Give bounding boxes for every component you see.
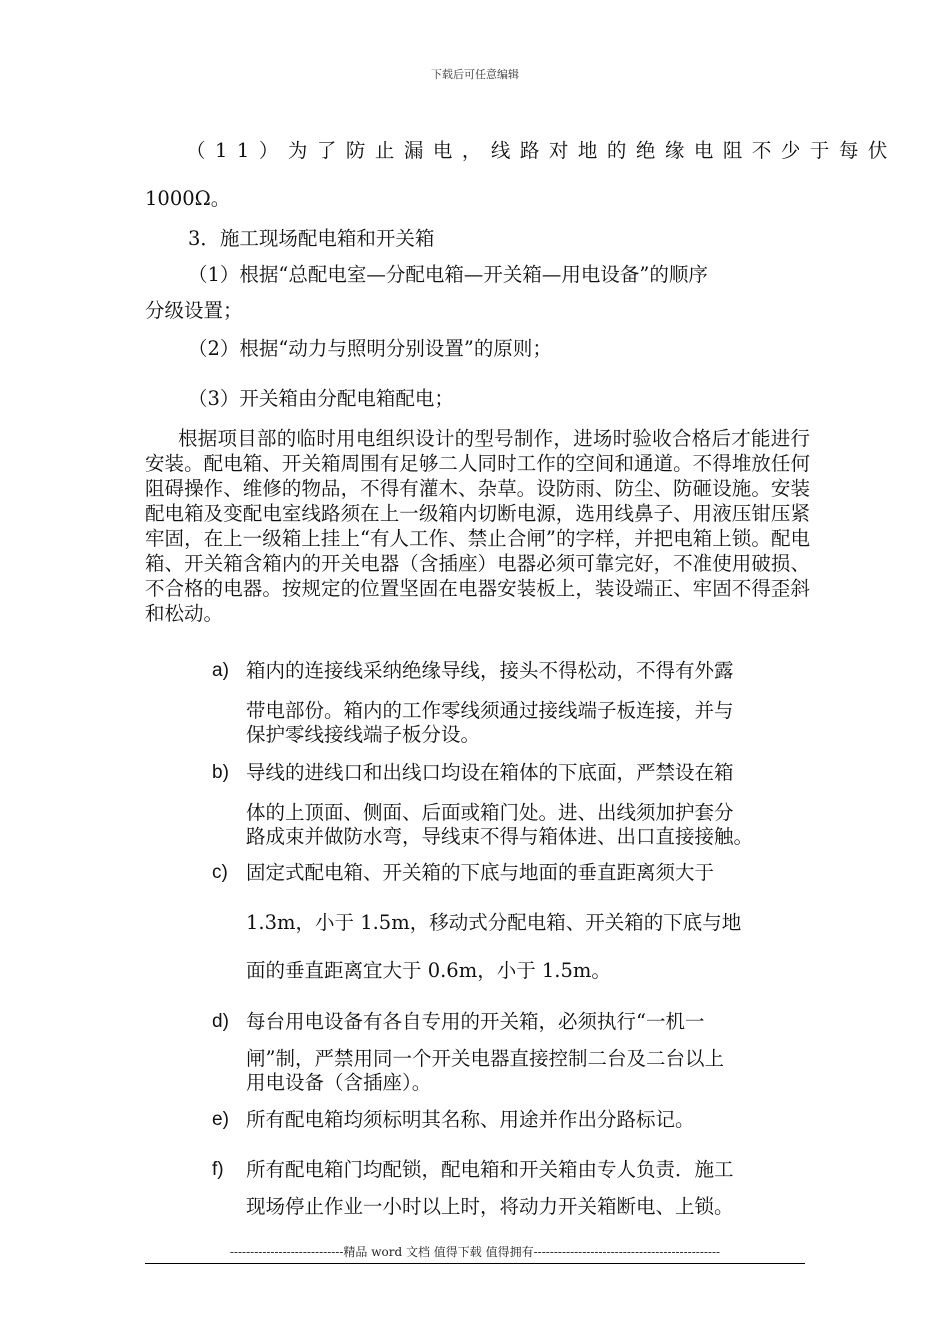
item-11-line-2: 1000Ω。 <box>145 187 231 210</box>
list-item-label: d) <box>212 1011 229 1032</box>
section-3-title: 3．施工现场配电箱和开关箱 <box>188 227 435 250</box>
list-item-line: 1.3m，小于 1.5m，移动式分配电箱、开关箱的下底与地 <box>246 911 742 934</box>
item-1-line-2: 分级设置； <box>145 299 243 322</box>
item-1-line-1: （1）根据“总配电室—分配电箱—开关箱—用电设备”的顺序 <box>188 263 708 286</box>
list-item-label: f) <box>212 1159 224 1180</box>
item-3: （3）开关箱由分配电箱配电； <box>188 387 454 410</box>
list-item-label: c) <box>212 862 228 883</box>
list-item-line: 固定式配电箱、开关箱的下底与地面的垂直距离须大于 <box>246 861 715 884</box>
list-item-line: 面的垂直距离宜大于 0.6m，小于 1.5m。 <box>246 959 611 982</box>
list-item-label: b) <box>212 762 229 783</box>
footer-divider <box>145 1263 805 1264</box>
list-item-line: 所有配电箱均须标明其名称、用途并作出分路标记。 <box>246 1108 695 1131</box>
list-item-line: 导线的进线口和出线口均设在箱体的下底面，严禁设在箱 <box>246 761 734 784</box>
list-item-line: 所有配电箱门均配锁，配电箱和开关箱由专人负责．施工 <box>246 1158 734 1181</box>
list-item-label: a) <box>212 660 229 681</box>
list-item-line: 现场停止作业一小时以上时，将动力开关箱断电、上锁。 <box>246 1195 734 1218</box>
list-item-line: 每台用电设备有各自专用的开关箱，必须执行“一机一 <box>246 1010 705 1033</box>
list-item-line: 保护零线接线端子板分设。 <box>246 723 481 746</box>
list-item-line: 箱内的连接线采纳绝缘导线，接头不得松动，不得有外露 <box>246 659 734 682</box>
item-2: （2）根据“动力与照明分别设置”的原则； <box>188 337 552 360</box>
footer-text: ----------------------------精品 word 文档 值得下载 值得拥有---------------------------------------------- <box>229 1245 721 1259</box>
item-11-line-1: （11）为了防止漏电，线路对地的绝缘电阻不少于每伏 <box>186 139 897 162</box>
list-item-line: 带电部份。箱内的工作零线须通过接线端子板连接，并与 <box>246 699 734 722</box>
body-paragraph: 根据项目部的临时用电组织设计的型号制作，进场时验收合格后才能进行安装。配电箱、开关箱周围有足够二人同时工作的空间和通道。不得堆放任何阻碍操作、维修的物品，不得有灌木、杂草。设防雨、防尘、防砸设施。安装配电箱及变配电室线路须在上一级箱内切断电源，选用线鼻子、用液压钳压紧牢固，在上一级箱上挂上“有人工作、禁止合闸”的字样，并把电箱上锁。配电箱、开关箱含箱内的开关电器（含插座）电器必须可靠完好，不准使用破损、不合格的电器。按规定的位置坚固在电器安装板上，装设端正、牢固不得歪斜和松动。 <box>145 427 810 625</box>
list-item-line: 体的上顶面、侧面、后面或箱门处。进、出线须加护套分 <box>246 801 734 824</box>
list-item-label: e) <box>212 1109 229 1130</box>
list-item-line: 闸”制，严禁用同一个开关电器直接控制二台及二台以上 <box>246 1047 724 1070</box>
list-item-line: 用电设备（含插座）。 <box>246 1071 432 1094</box>
list-item-line: 路成束并做防水弯，导线束不得与箱体进、出口直接接触。 <box>246 825 754 848</box>
page-header: 下载后可任意编辑 <box>431 68 519 81</box>
